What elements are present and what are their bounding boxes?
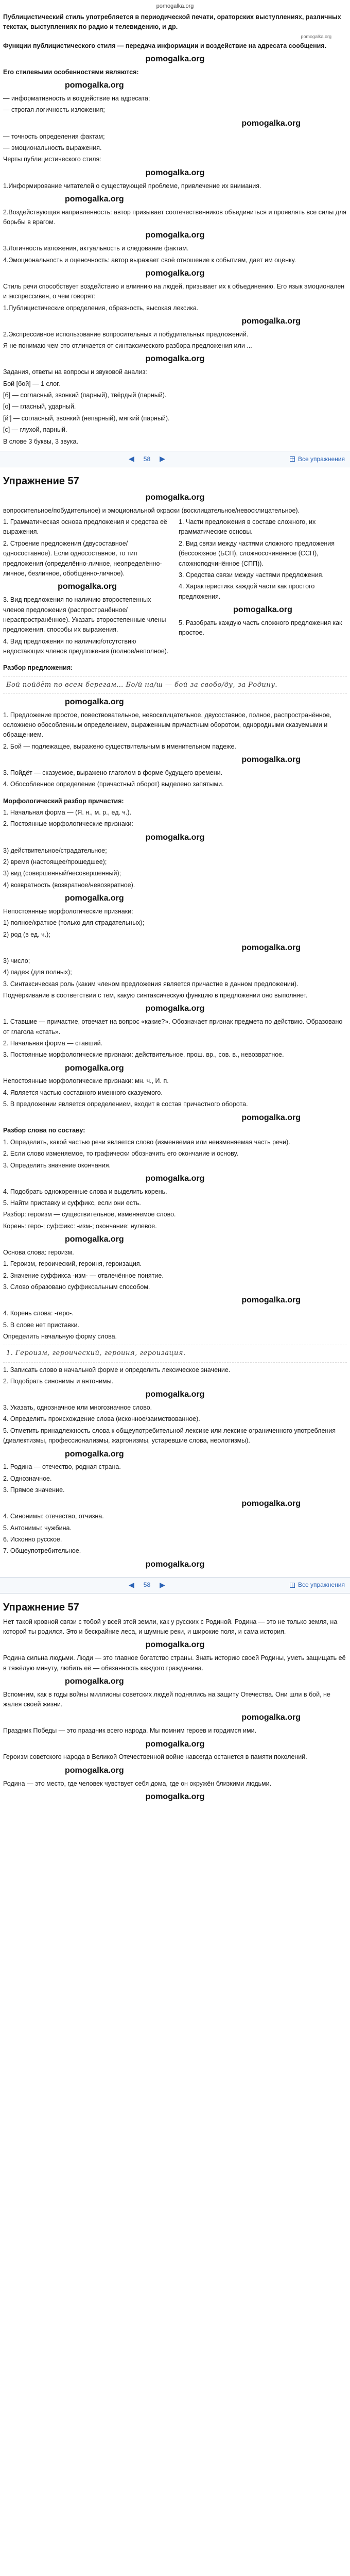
exercise-57b-body bbox=[0, 1617, 350, 1804]
watermark: pomogalka.org bbox=[241, 1713, 301, 1722]
intro-paragraph: [о] — гласный, ударный. bbox=[3, 403, 76, 411]
handwritten-sentence: Бой пойдёт по всем берегам… Бо/й на/ш — бой за свобо/ду, за Родину. bbox=[3, 676, 347, 694]
intro-paragraph: Стиль речи способствует воздействию и влиянию на людей, призывает их к объединению. Его язык эмоционален и экспрессивен, о чем говорят: bbox=[3, 282, 345, 300]
intro-paragraph: — точность определения фактам; bbox=[3, 132, 105, 140]
morph-item: 4. Корень слова: -геро-. bbox=[3, 1310, 74, 1317]
morph-item: 1. Записать слово в начальной форме и определить лексическое значение. bbox=[3, 1366, 231, 1374]
intro-paragraph: 2.Воздействующая направленность: автор призывает соотечественников объединиться и проявлять все силы для борьбы в врагом. bbox=[3, 208, 347, 226]
intro-paragraph: Я не понимаю чем это отличается от синтаксического разбора предложения или ... bbox=[3, 342, 252, 350]
exercise-57-body bbox=[0, 505, 350, 517]
parse-header: Разбор предложения: bbox=[3, 664, 73, 672]
morph-item: 5. В предложении является определением, входит в состав причастного оборота. bbox=[3, 1100, 248, 1108]
morph-item: Корень: геро-; суффикс: -изм-; окончание: нулевое. bbox=[3, 1222, 157, 1230]
all-exercises-link[interactable] bbox=[290, 1580, 345, 1590]
morph-item: 3. Постоянные морфологические признаки: действительное, прош. вр., сов. в., невозвратное. bbox=[3, 1051, 284, 1059]
watermark: pomogalka.org bbox=[241, 316, 301, 326]
morph-item: 4. Определить происхождение слова (исконное/заимствованное). bbox=[3, 1415, 200, 1423]
page-number[interactable]: 58 bbox=[143, 455, 151, 463]
intro-paragraph: Публицистический стиль употребляется в периодической печати, ораторских выступлениях, различных текстах, выступлениях по радио и телевидению, и др. bbox=[3, 13, 341, 31]
intro-paragraph: Черты публицистического стиля: bbox=[3, 156, 101, 163]
watermark: pomogalka.org bbox=[241, 118, 301, 128]
watermark: pomogalka.org bbox=[241, 1296, 301, 1305]
watermark: pomogalka.org bbox=[145, 833, 205, 842]
watermark: pomogalka.org bbox=[65, 1766, 124, 1775]
parse-item: 1. Предложение простое, повествовательное, невосклицательное, двусоставное, полное, распространённое, осложнено обособленным определением, выраженным причастным оборотом, однородными сказуемыми и обращением. bbox=[3, 711, 331, 739]
prev-arrow-icon[interactable]: ◀ bbox=[129, 454, 134, 463]
watermark: pomogalka.org bbox=[241, 1499, 301, 1508]
watermark: pomogalka.org bbox=[145, 493, 205, 502]
morph-item: 3. Синтаксическая роль (каким членом предложения является причастие в данном предложении). bbox=[3, 980, 299, 988]
morph-item: 4) возвратность (возвратное/невозвратное). bbox=[3, 881, 135, 889]
intro-paragraph: — эмоциональность выражения. bbox=[3, 144, 102, 151]
plan-item: 3. Средства связи между частями предложения. bbox=[179, 571, 324, 579]
morph-item: 1. Определить, какой частью речи является слово (изменяемая или неизменяемая часть речи). bbox=[3, 1138, 290, 1146]
parse-item: 2. Бой — подлежащее, выражено существительным в именительном падеже. bbox=[3, 742, 236, 750]
text-paragraph: Вспомним, как в годы войны миллионы советских людей поднялись на защиту Отечества. Они шли в бой, не жалея своей жизни. bbox=[3, 1690, 330, 1708]
intro-paragraph: — строгая логичность изложения; bbox=[3, 106, 105, 114]
watermark: pomogalka.org bbox=[145, 1792, 205, 1801]
plan-item: 1. Грамматическая основа предложения и средства её выражения. bbox=[3, 518, 167, 536]
plan-item: 1. Части предложения в составе сложного, их грамматические основы. bbox=[179, 518, 316, 536]
morph-item: 1) полное/краткое (только для страдательных); bbox=[3, 919, 145, 927]
morph-item: Непостоянные морфологические признаки: bbox=[3, 907, 133, 915]
text-paragraph: Родина — это место, где человек чувствует себя дома, где он окружён близкими людьми. bbox=[3, 1780, 272, 1787]
text-paragraph: Нет такой кровной связи с тобой у всей этой земли, как у русских с Родиной. Родина — это не только земля, на которой ты родился. Это и бескрайние леса, и шумные реки, и широкие поля, и сама история. bbox=[3, 1618, 338, 1635]
intro-paragraph: 4.Эмоциональность и оценочность: автор выражает своё отношение к событиям, дает им оценку. bbox=[3, 256, 296, 264]
watermark: pomogalka.org bbox=[145, 269, 205, 278]
intro-paragraph: Его стилевыми особенностями являются: bbox=[3, 68, 139, 76]
grid-icon bbox=[290, 1583, 295, 1588]
watermark: pomogalka.org bbox=[65, 1676, 124, 1686]
watermark: pomogalka.org bbox=[233, 605, 292, 615]
plan-columns bbox=[0, 517, 350, 657]
page-number[interactable]: 58 bbox=[143, 1581, 151, 1589]
morph-item: 3) число; bbox=[3, 957, 30, 964]
morph-item: Разбор: героизм — существительное, изменяемое слово. bbox=[3, 1211, 176, 1218]
intro-paragraph: В слове 3 буквы, 3 звука. bbox=[3, 437, 78, 445]
morph-item: 2) время (настоящее/прошедшее); bbox=[3, 858, 107, 866]
next-arrow-icon[interactable]: ▶ bbox=[160, 454, 165, 463]
morph-item: 6. Исконно русское. bbox=[3, 1536, 62, 1544]
watermark: pomogalka.org bbox=[65, 194, 124, 204]
intro-paragraph: Бой [бой] — 1 слог. bbox=[3, 380, 60, 387]
prev-arrow-icon[interactable]: ◀ bbox=[129, 1580, 134, 1589]
plan-left bbox=[3, 517, 171, 657]
morph-item: 3) вид (совершенный/несовершенный); bbox=[3, 870, 121, 877]
plan-item: 3. Вид предложения по наличию второстепенных членов предложения (распространённое/нераспространённое). Указать второстепенные члены предложения, способы их выражения. bbox=[3, 596, 166, 634]
morph-item: Определить начальную форму слова. bbox=[3, 1333, 117, 1341]
watermark: pomogalka.org bbox=[145, 1560, 205, 1569]
pager-nav bbox=[129, 1580, 165, 1591]
morph-item: 2. Значение суффикса -изм- — отвлечённое понятие. bbox=[3, 1272, 164, 1279]
plan-item: 4. Вид предложения по наличию/отсутствию недостающих членов предложения (полное/неполное). bbox=[3, 637, 169, 655]
watermark: pomogalka.org bbox=[58, 582, 117, 591]
all-exercises-label: Все упражнения bbox=[297, 1581, 345, 1589]
intro-paragraph: — информативность и воздействие на адресата; bbox=[3, 95, 150, 103]
watermark: pomogalka.org bbox=[145, 1739, 205, 1749]
morph-item: 5. В слове нет приставки. bbox=[3, 1321, 79, 1329]
morph-item: 1. Начальная форма — (Я. н., м. р., ед. ч.). bbox=[3, 809, 132, 817]
morph-item: 2. Однозначное. bbox=[3, 1475, 52, 1482]
morph-item: 5. Отметить принадлежность слова к общеупотребительной лексике или лексике ограниченного употребления (диалектизмы, профессионализмы, жаргонизмы, устаревшие слова, неологизмы). bbox=[3, 1427, 336, 1445]
pager-nav bbox=[129, 453, 165, 465]
handwritten-word: 1. Героизм, героический, героиня, героизация. bbox=[3, 1345, 347, 1362]
watermark: pomogalka.org bbox=[65, 81, 124, 90]
watermark: pomogalka.org bbox=[145, 1004, 205, 1013]
morph-item: 3. Слово образовано суффиксальным способом. bbox=[3, 1283, 150, 1291]
watermark: pomogalka.org bbox=[65, 697, 124, 706]
intro-paragraph: 1.Публицистические определения, образность, высокая лексика. bbox=[3, 304, 199, 312]
next-arrow-icon[interactable]: ▶ bbox=[160, 1580, 165, 1589]
watermark: pomogalka.org bbox=[145, 231, 205, 240]
morph-item: Подчёркивание в соответствии с тем, какую синтаксическую функцию в предложении оно выполняет. bbox=[3, 992, 308, 999]
morph-item: Непостоянные морфологические признаки: мн. ч., И. п. bbox=[3, 1077, 169, 1085]
plan-item: 4. Характеристика каждой части как простого предложения. bbox=[179, 583, 315, 600]
all-exercises-label: Все упражнения bbox=[297, 455, 345, 463]
morph-item: 5. Антонимы: чужбина. bbox=[3, 1524, 72, 1532]
plan-right bbox=[179, 517, 347, 657]
watermark: pomogalka.org bbox=[145, 168, 205, 177]
plan-item: 5. Разобрать каждую часть сложного предложения как простое. bbox=[179, 619, 342, 637]
exercise-title-2: Упражнение 57 bbox=[3, 1601, 79, 1613]
morph-header: Морфологический разбор причастия: bbox=[3, 797, 124, 805]
morph-section bbox=[0, 796, 350, 1574]
text-paragraph: Родина сильна людьми. Люди — это главное богатство страны. Знать историю своей Родины, уметь защищать её в тяжёлую минуту, любить её — обязанность каждого гражданина. bbox=[3, 1654, 346, 1672]
morph-item: 2. Если слово изменяемое, то графически обозначить его окончание и основу. bbox=[3, 1150, 239, 1158]
bottom-spacer bbox=[0, 1805, 350, 1809]
intro-paragraph: 2.Экспрессивное использование вопросительных и побудительных предложений. bbox=[3, 330, 249, 338]
watermark: pomogalka.org bbox=[145, 1174, 205, 1183]
pager-bottom bbox=[0, 1577, 350, 1594]
watermark: pomogalka.org bbox=[65, 1063, 124, 1073]
intro-paragraph: [й'] — согласный, звонкий (непарный), мягкий (парный). bbox=[3, 414, 170, 422]
plan-item: 2. Строение предложения (двусоставное/односоставное). Если односоставное, то тип предложения (определённо-личное, неопределённо-личное, безличное, обобщённо-личное). bbox=[3, 539, 162, 577]
watermark: pomogalka.org bbox=[145, 1640, 205, 1650]
exercise-title: Упражнение 57 bbox=[3, 475, 79, 487]
watermark: pomogalka.org bbox=[145, 1390, 205, 1399]
morph-item: Разбор слова по составу: bbox=[3, 1127, 85, 1134]
text-paragraph: Праздник Победы — это праздник всего народа. Мы помним героев и гордимся ими. bbox=[3, 1727, 257, 1735]
watermark: pomogalka.org bbox=[241, 755, 301, 765]
morph-item bbox=[3, 1572, 347, 1574]
watermark: pomogalka.org bbox=[145, 354, 205, 364]
watermark: pomogalka.org bbox=[301, 33, 331, 39]
morph-item: 4. Синонимы: отечество, отчизна. bbox=[3, 1513, 104, 1520]
morph-item: 4) падеж (для полных); bbox=[3, 969, 72, 976]
morph-item: 1. Героизм, героический, героиня, героизация. bbox=[3, 1260, 142, 1268]
watermark: pomogalka.org bbox=[241, 1113, 301, 1122]
watermark: pomogalka.org bbox=[65, 1449, 124, 1459]
morph-item: 7. Общеупотребительное. bbox=[3, 1547, 81, 1555]
exercise-lead: вопросительное/побудительное) и эмоциональной окраски (восклицательное/невосклицательное). bbox=[3, 506, 300, 514]
morph-item: 1. Родина — отечество, родная страна. bbox=[3, 1463, 121, 1471]
intro-paragraph: [б] — согласный, звонкий (парный), твёрдый (парный). bbox=[3, 392, 167, 399]
morph-item: 2. Подобрать синонимы и антонимы. bbox=[3, 1377, 114, 1385]
morph-item: 5. Найти приставку и суффикс, если они есть. bbox=[3, 1199, 141, 1207]
morph-item: 3) действительное/страдательное; bbox=[3, 846, 107, 854]
text-paragraph: Героизм советского народа в Великой Отечественной войне навсегда останется в памяти поколений. bbox=[3, 1753, 307, 1761]
morph-item: 4. Подобрать однокоренные слова и выделить корень. bbox=[3, 1188, 167, 1195]
intro-paragraph: 3.Логичность изложения, актуальность и следование фактам. bbox=[3, 245, 189, 252]
morph-item: 1. Ставшие — причастие, отвечает на вопрос «какие?». Обозначает признак предмета по действию. Образовано от глагола «стать». bbox=[3, 1018, 343, 1036]
parse-section bbox=[0, 663, 350, 790]
watermark: pomogalka.org bbox=[241, 943, 301, 953]
intro-paragraph: Задания, ответы на вопросы и звуковой анализ: bbox=[3, 368, 147, 376]
intro-section bbox=[0, 12, 350, 448]
grid-icon bbox=[290, 456, 295, 462]
parse-item: 3. Пойдёт — сказуемое, выражено глаголом в форме будущего времени. bbox=[3, 769, 223, 776]
morph-item: Основа слова: героизм. bbox=[3, 1248, 74, 1256]
intro-paragraph: [с] — глухой, парный. bbox=[3, 426, 67, 434]
morph-item: 3. Указать, однозначное или многозначное слово. bbox=[3, 1404, 152, 1412]
intro-paragraph: Функции публицистического стиля — передача информации и воздействие на адресата сообщения. bbox=[3, 42, 327, 49]
watermark: pomogalka.org bbox=[65, 894, 124, 903]
morph-item: 2) род (в ед. ч.); bbox=[3, 930, 50, 938]
plan-item: 2. Вид связи между частями сложного предложения (бессоюзное (БСП), сложносочинённое (ССП), сложноподчинённое (СПП)). bbox=[179, 539, 335, 567]
watermark: pomogalka.org bbox=[145, 55, 205, 64]
pager bbox=[0, 451, 350, 467]
watermark: pomogalka.org bbox=[65, 1235, 124, 1244]
morph-item: 3. Определить значение окончания. bbox=[3, 1161, 111, 1169]
all-exercises-link[interactable] bbox=[290, 454, 345, 464]
morph-item: 4. Является частью составного именного сказуемого. bbox=[3, 1089, 163, 1096]
morph-item: 2. Начальная форма — ставший. bbox=[3, 1039, 103, 1047]
intro-paragraph: 1.Информирование читателей о существующей проблеме, привлечение их внимания. bbox=[3, 182, 261, 190]
site-url: pomogalka.org bbox=[156, 3, 194, 9]
morph-item: 3. Прямое значение. bbox=[3, 1486, 65, 1494]
parse-item: 4. Обособленное определение (причастный оборот) выделено запятыми. bbox=[3, 781, 224, 788]
morph-item: 2. Постоянные морфологические признаки: bbox=[3, 820, 133, 828]
